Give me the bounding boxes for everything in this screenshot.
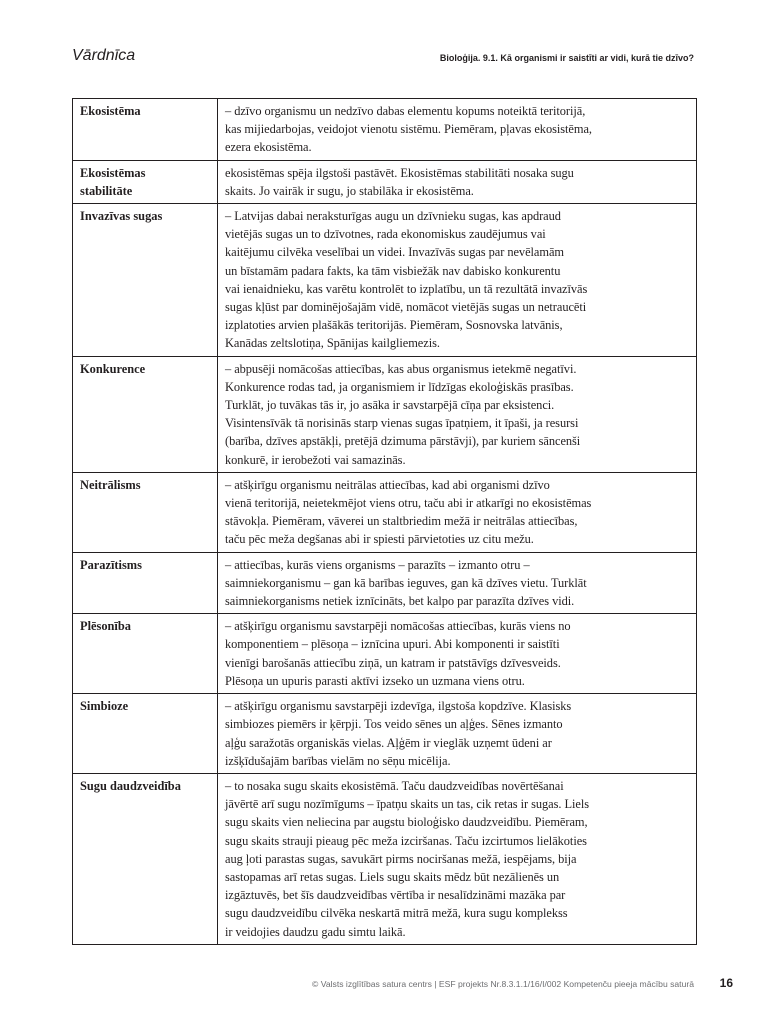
definition-line: sugu daudzveidību cilvēka neskartā mitrā mežā, kura sugu komplekss xyxy=(225,906,568,921)
term-line: Ekosistēma xyxy=(80,104,141,118)
definition-line: un bīstamām padara fakts, ka tām visbiežāk nav dabisko konkurentu xyxy=(225,263,561,278)
subject-title: Bioloģija. 9.1. Kā organismi ir saistīti ar vidi, kurā tie dzīvo? xyxy=(439,53,694,63)
definition-line: ekosistēmas spēja ilgstoši pastāvēt. Ekosistēmas stabilitāti nosaka sugu xyxy=(225,165,574,180)
section-title: Vārdnīca xyxy=(72,47,136,64)
definition-line: – dzīvo organismu un nedzīvo dabas elementu kopums noteiktā teritorijā, xyxy=(225,104,586,118)
glossary-definition xyxy=(218,552,697,614)
definition-line: – attiecības, kurās viens organisms – parazīts – izmanto otru – xyxy=(225,557,530,572)
glossary-term xyxy=(73,356,218,472)
glossary-term xyxy=(73,204,218,357)
definition-line: – abpusēji nomācošas attiecības, kas abus organismus ietekmē negatīvi. xyxy=(225,361,577,376)
term-line: Simbioze xyxy=(80,699,129,714)
definition-line: vai ienaidnieku, kas varētu kontrolēt to izplatību, un tā rezultātā invazīvās xyxy=(225,281,588,296)
term-line: Plēsonība xyxy=(80,619,131,634)
glossary-definition xyxy=(218,356,697,472)
glossary-row xyxy=(73,773,697,944)
definition-line: Kanādas zeltslotiņa, Spānijas kailgliemezis. xyxy=(225,336,440,351)
definition-line: jāvērtē arī sugu nozīmīgums – īpatņu skaits un tas, cik retas ir sugas. Liels xyxy=(225,797,590,812)
definition-line: vienīgi barošanās attiecību ziņā, un katram ir patstāvīgs dzīvesveids. xyxy=(225,655,561,670)
term-line: Ekosistēmas xyxy=(80,165,146,180)
definition-line: sugu skaits vien neliecina par augstu bioloģisko daudzveidību. Piemēram, xyxy=(225,815,588,830)
definition-line: – Latvijas dabai neraksturīgas augu un dzīvnieku sugas, kas apdraud xyxy=(225,209,561,224)
term-line: Invazīvas sugas xyxy=(80,209,163,224)
glossary-definition xyxy=(218,472,697,552)
glossary-row xyxy=(73,472,697,552)
definition-line: aļģu saražotās organiskās vielas. Aļģēm ir vieglāk uzņemt ūdeni ar xyxy=(225,735,552,750)
glossary-definition xyxy=(218,99,697,161)
glossary-row xyxy=(73,99,697,161)
definition-line: vietējās sugas un to dzīvotnes, rada ekonomiskus zaudējumus vai xyxy=(225,227,546,242)
definition-line: kas mijiedarbojas, veidojot vienotu sistēmu. Piemēram, pļavas ekosistēma, xyxy=(225,122,592,137)
definition-line: – to nosaka sugu skaits ekosistēmā. Taču daudzveidības novērtēšanai xyxy=(225,778,564,793)
definition-line: Konkurence rodas tad, ja organismiem ir līdzīgas ekoloģiskās prasības. xyxy=(225,379,574,394)
glossary-row xyxy=(73,614,697,694)
definition-line: izplatoties arvien plašākās teritorijās. Piemēram, Sosnovska latvānis, xyxy=(225,318,563,333)
definition-line: vienā teritorijā, neietekmējot viens otru, taču abi ir atkarīgi no ekosistēmas xyxy=(225,496,592,511)
glossary-term xyxy=(73,160,218,203)
glossary-definition xyxy=(218,204,697,357)
glossary-table xyxy=(72,98,697,945)
definition-line: ezera ekosistēma. xyxy=(225,140,312,155)
definition-line: ir veidojies daudzu gadu simtu laikā. xyxy=(225,924,406,939)
glossary-row xyxy=(73,694,697,774)
term-line: Parazītisms xyxy=(80,557,142,572)
term-line: Sugu daudzveidība xyxy=(80,778,181,793)
definition-line: – atšķirīgu organismu savstarpēji nomācošas attiecības, kurās viens no xyxy=(225,619,571,634)
definition-line: sastopamas arī retas sugas. Liels sugu skaits mēdz būt nezālienēs un xyxy=(225,869,560,884)
definition-line: izšķīdušajām barības vielām no sēņu micēlija. xyxy=(225,753,451,768)
definition-line: taču pēc meža degšanas abi ir spiesti pārvietoties uz citu mežu. xyxy=(225,532,534,547)
page-number: 16 xyxy=(719,976,733,990)
definition-line: saimniekorganismu – gan kā barības ieguves, gan kā dzīves vietu. Turklāt xyxy=(225,575,587,590)
definition-line: kaitējumu cilvēka veselībai un videi. Invazīvās sugas par nevēlamām xyxy=(225,245,564,260)
definition-line: simbiozes piemērs ir ķērpji. Tos veido sēnes un aļģes. Sēnes izmanto xyxy=(225,717,563,732)
glossary-row xyxy=(73,204,697,357)
glossary-definition xyxy=(218,773,697,944)
definition-line: skaits. Jo vairāk ir sugu, jo stabilāka ir ekosistēma. xyxy=(225,183,474,198)
term-line: stabilitāte xyxy=(80,183,133,198)
glossary-definition xyxy=(218,614,697,694)
glossary-definition xyxy=(218,694,697,774)
glossary-term xyxy=(73,614,218,694)
term-line: Neitrālisms xyxy=(80,477,141,492)
definition-line: Turklāt, jo tuvākas tās ir, jo asāka ir savstarpējā cīņa par eksistenci. xyxy=(225,398,555,413)
definition-line: sugas kļūst par dominējošajām vidē, nomācot vietējās sugas un netraucēti xyxy=(225,300,587,315)
glossary-term xyxy=(73,773,218,944)
definition-line: stāvokļa. Piemēram, vāverei un staltbriedim mežā ir neitrālas attiecības, xyxy=(225,514,578,529)
glossary-term xyxy=(73,694,218,774)
definition-line: (barība, dzīves apstākļi, pretējā dzimuma pārstāvji), par kuriem sāncenši xyxy=(225,434,581,449)
glossary-definition xyxy=(218,160,697,203)
definition-line: – atšķirīgu organismu savstarpēji izdevīga, ilgstoša kopdzīve. Klasisks xyxy=(225,699,572,714)
footer-credit: © Valsts izglītības satura centrs | ESF projekts Nr.8.3.1.1/16/I/002 Kompetenču pieeja mācību saturā xyxy=(312,979,694,989)
definition-line: aug ļoti parastas sugas, savukārt pirms nociršanas mežā, iespējams, bija xyxy=(225,851,577,866)
glossary-term xyxy=(73,552,218,614)
definition-line: saimniekorganisms netiek iznīcināts, bet kalpo par parazīta dzīves vidi. xyxy=(225,594,575,609)
definition-line: komponentiem – plēsoņa – iznīcina upuri. Abi komponenti ir saistīti xyxy=(225,637,560,652)
glossary-term xyxy=(73,99,218,161)
definition-line: Visintensīvāk tā norisinās starp vienas sugas īpatņiem, it īpaši, ja resursi xyxy=(225,416,579,431)
definition-line: sugu skaits strauji pieaug pēc meža izciršanas. Taču izcirtumos lielākoties xyxy=(225,833,587,848)
term-line: Konkurence xyxy=(80,361,146,376)
definition-line: Plēsoņa un upuris parasti aktīvi izseko un uzmana viens otru. xyxy=(225,673,525,688)
definition-line: – atšķirīgu organismu neitrālas attiecības, kad abi organismi dzīvo xyxy=(225,477,550,492)
glossary-row xyxy=(73,552,697,614)
glossary-row xyxy=(73,160,697,203)
glossary-term xyxy=(73,472,218,552)
definition-line: konkurē, ir ierobežoti vai samazinās. xyxy=(225,452,406,467)
glossary-row xyxy=(73,356,697,472)
definition-line: izgāztuvēs, bet šīs daudzveidības vērtība ir nesalīdzināmi mazāka par xyxy=(225,888,566,903)
